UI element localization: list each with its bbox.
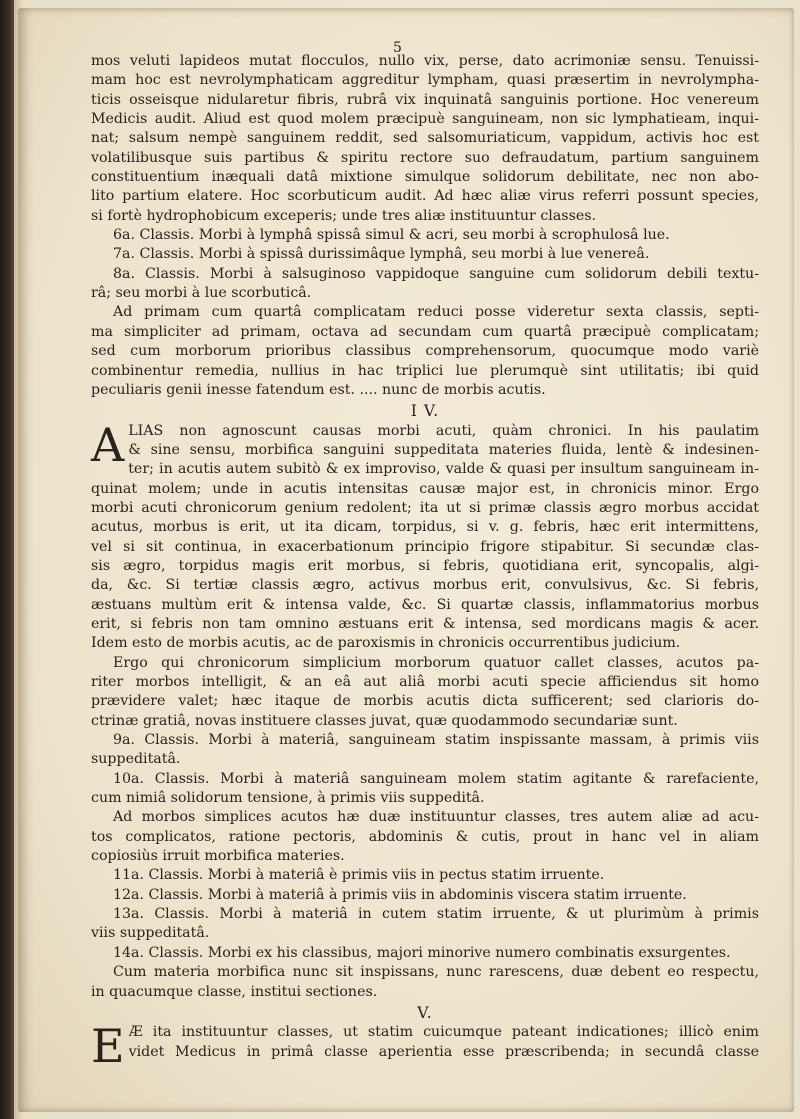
text-line: æstuans multùm erit & intensa valde, &c. Si quartæ classis, inflammatorius morbus <box>91 596 759 613</box>
text-line: lito partium elatere. Hoc scorbuticum audit. Ad hæc aliæ virus referri possunt species, <box>91 188 759 205</box>
text-line: 8a. Classis. Morbi à salsuginoso vappidoque sanguine cum solidorum debili textu- <box>113 265 759 282</box>
paragraph-alias <box>91 417 759 654</box>
paragraph-ad-primam <box>91 303 759 400</box>
drop-cap-a: A <box>91 417 125 472</box>
text-line: acutus, morbus is erit, ut ita dicam, torpidus, si v. g. febris, hæc erit intermittens, <box>91 519 759 536</box>
section-heading-v: V. <box>417 1003 433 1022</box>
text-line: Idem esto de morbis acutis, ac de paroxismis in chronicis occurrentibus judicium. <box>91 635 681 652</box>
section-iv-body <box>91 417 759 654</box>
text-line: prævidere valet; hæc itaque de morbis acutis dicta sufficerent; sed clarioris do- <box>91 693 759 710</box>
text-line: riter morbos intelligit, & an eâ aut aliâ morbi acuti specie afficiendus sit homo <box>91 674 759 690</box>
page-text <box>91 52 759 1074</box>
text-line: Medicis audit. Aliud est quod molem præcipuè sanguineam, non sic lymphatieam, inqui- <box>91 111 759 128</box>
text-line: 12a. Classis. Morbi à materiâ à primis viis in abdominis viscera statim irruente. <box>113 886 687 903</box>
section-v-body <box>91 1019 759 1074</box>
paragraph-cum-materia <box>91 963 759 1002</box>
text-line: si fortè hydrophobicum exceperis; unde tres aliæ instituuntur classes. <box>91 207 597 224</box>
classes-6-8 <box>91 226 759 303</box>
text-line: LIAS non agnoscunt causas morbi acuti, quàm chronici. In his paulatim <box>128 422 759 439</box>
text-line: vel si sit continua, in exacerbationum principio frigore stipabitur. Si secundæ clas- <box>91 538 759 555</box>
text-line: erit, si febris non tam omnino æstuans erit & intensa, sed mordicans magis & acer. <box>91 615 759 632</box>
text-line: nat; salsum nempè sanguinem reddit, sed salsomuriaticum, vappidum, activis hoc est <box>91 130 759 147</box>
text-line: Ad morbos simplices acutos hæ duæ instituuntur classes, tres autem aliæ ad acu- <box>113 809 759 826</box>
text-line: 10a. Classis. Morbi à materiâ sanguineam molem statim agitante & rarefaciente, <box>113 770 759 787</box>
classes-9-10 <box>91 731 759 808</box>
drop-cap-e: E <box>91 1019 125 1074</box>
text-line: 14a. Classis. Morbi ex his classibus, majori minorive numero combinatis exsurgentes. <box>113 944 731 961</box>
book-binding <box>0 0 14 1119</box>
text-line: morbi acuti chronicorum genium redolent; ita ut si primæ classis ægro morbus accidat <box>91 499 759 516</box>
text-line: ter; in acutis autem subitò & ex improviso, valde & quasi per insultum sanguineam in- <box>128 461 759 478</box>
text-line: peculiaris genii inesse fatendum est. .... nunc de morbis acutis. <box>91 381 546 398</box>
opening-paragraph <box>91 52 759 226</box>
text-line: combinentur remedia, nullius in hac triplici lue plerumquè sint utilitatis; ibi quid <box>91 362 759 379</box>
text-line: Æ ita instituuntur classes, ut statim cuicumque pateant indicationes; illicò enim <box>128 1024 759 1041</box>
paragraph-ergo <box>91 654 759 731</box>
text-line: 13a. Classis. Morbi à materiâ in cutem statim irruente, & ut plurimùm à primis <box>113 906 759 923</box>
text-line: Cum materia morbifica nunc sit inspissans, nunc rarescens, duæ debent eo respectu, <box>113 964 759 981</box>
text-line: viis suppeditatâ. <box>91 925 210 942</box>
text-line: constituentium inæquali datâ mixtione simulque solidorum debilitate, nec non abo- <box>91 169 759 186</box>
text-line: ctrinæ gratiâ, novas instituere classes juvat, quæ quodammodo secundariæ sunt. <box>91 712 678 729</box>
text-line: Ad primam cum quartâ complicatam reduci posse videretur sexta classis, septi- <box>113 304 759 321</box>
text-line: quinat molem; unde in acutis intensitas causæ major est, in chronicis minor. Ergo <box>91 480 759 497</box>
text-line: videt Medicus in primâ classe aperientia esse præscribenda; in secundâ classe <box>128 1043 759 1060</box>
text-line: 7a. Classis. Morbi à spissâ durissimâque lymphâ, seu morbi à lue venereâ. <box>113 246 650 263</box>
text-line: râ; seu morbi à lue scorbuticâ. <box>91 285 312 302</box>
text-line: in quacumque classe, institui sectiones. <box>91 983 378 1000</box>
text-line: 6a. Classis. Morbi à lymphâ spissâ simul & acri, seu morbi à scrophulosâ lue. <box>113 227 670 244</box>
text-line: 9a. Classis. Morbi à materiâ, sanguineam statim inspissante massam, à primis viis <box>113 732 759 749</box>
text-line: sis ægro, torpidus magis erit morbus, si febris, quotidiana erit, syncopalis, algi- <box>91 557 759 574</box>
text-line: copiosiùs irruit morbifica materies. <box>91 848 345 865</box>
page-number: 5 <box>393 40 402 56</box>
paragraph-hae-ita <box>91 1023 759 1062</box>
text-line: mam hoc est nevrolymphaticam aggreditur lympham, quasi præsertim in nevrolympha- <box>91 72 759 89</box>
section-heading-iv: I V. <box>410 402 440 421</box>
text-line: ticis osseisque nidularetur fibris, rubrâ vix inquinatâ sanguinis portione. Hoc venereum <box>91 91 759 108</box>
text-line: & sine sensu, morbifica sanguini suppeditata materies fluida, lentè & indesinen- <box>128 441 759 458</box>
paragraph-ad-morbos <box>91 808 759 866</box>
text-line: volatilibusque suis partibus & spiritu rectore suo defraudatum, partium sanguinem <box>91 149 759 166</box>
text-line: 11a. Classis. Morbi à materiâ è primis viis in pectus statim irruente. <box>113 867 605 884</box>
text-line: mos veluti lapideos mutat flocculos, nullo vix, perse, dato acrimoniæ sensu. Tenuissi- <box>91 53 759 69</box>
classes-11-14 <box>91 866 759 963</box>
text-line: suppeditatâ. <box>91 751 181 768</box>
text-line: Ergo qui chronicorum simplicium morborum quatuor callet classes, acutos pa- <box>113 654 759 671</box>
text-line: cum nimiâ solidorum tensione, à primis viis suppeditâ. <box>91 790 485 807</box>
text-line: sed cum morborum prioribus classibus comprehensorum, quocumque modo variè <box>91 343 759 360</box>
text-line: tos complicatos, ratione pectoris, abdominis & cutis, prout in hanc vel in aliam <box>91 828 759 845</box>
text-line: ma simpliciter ad primam, octava ad secundam cum quartâ præcipuè complicatam; <box>91 323 759 340</box>
text-line: da, &c. Si tertiæ classis ægro, activus morbus erit, convulsivus, &c. Si febris, <box>91 577 759 594</box>
